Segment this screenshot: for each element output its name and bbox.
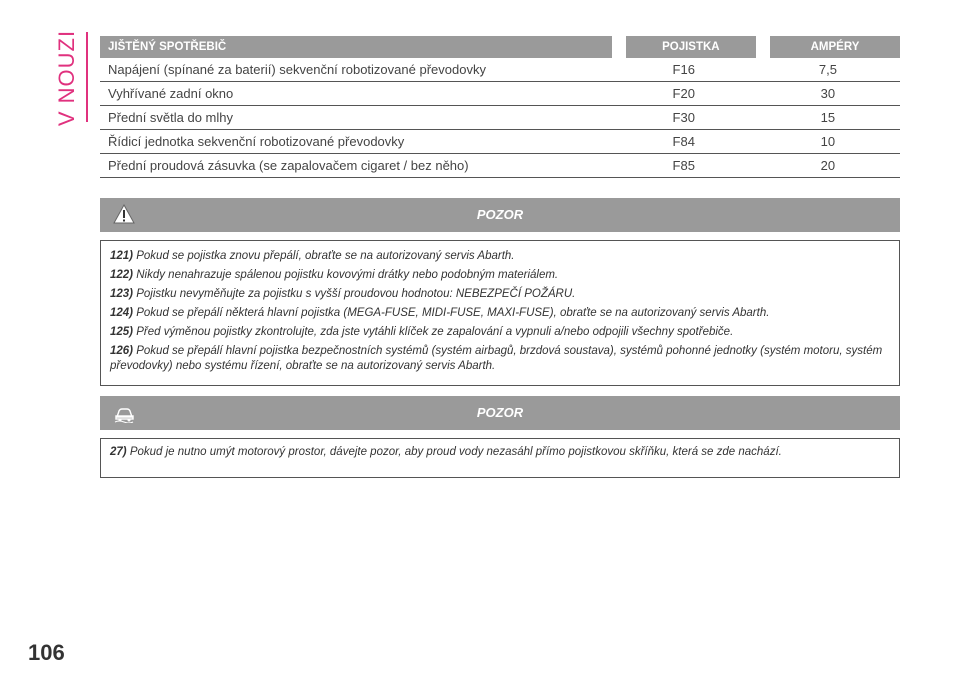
warning-item xyxy=(110,268,890,283)
header-gap xyxy=(612,36,626,58)
cell-fuse: F84 xyxy=(612,130,756,154)
warning-item-number: 125) xyxy=(110,326,134,338)
table-row xyxy=(100,154,900,178)
header-gap xyxy=(756,36,770,58)
warning-item xyxy=(110,249,890,264)
page-number: 106 xyxy=(28,640,65,665)
table-row xyxy=(100,58,900,82)
table-header-row xyxy=(100,36,900,58)
cell-amps: 10 xyxy=(756,130,900,154)
cell-amps: 30 xyxy=(756,82,900,106)
cell-item: Přední proudová zásuvka (se zapalovačem cigaret / bez něho) xyxy=(100,154,612,178)
warning-item xyxy=(110,344,890,374)
cell-fuse: F85 xyxy=(612,154,756,178)
warning-title: POZOR xyxy=(476,405,524,420)
fuse-table xyxy=(100,36,900,178)
table-row xyxy=(100,130,900,154)
cell-item: Vyhřívané zadní okno xyxy=(100,82,612,106)
header-fuse: POJISTKA xyxy=(626,36,756,58)
side-title-text: V NOUZI xyxy=(54,29,79,127)
warning-item-number: 121) xyxy=(110,250,134,262)
warning-header-1 xyxy=(100,198,900,232)
table-row xyxy=(100,106,900,130)
warning-box-1 xyxy=(100,240,900,386)
cell-fuse: F30 xyxy=(612,106,756,130)
warning-item xyxy=(110,306,890,321)
cell-item: Řídicí jednotka sekvenční robotizované převodovky xyxy=(100,130,612,154)
warning-item-text: Nikdy nenahrazuje spálenou pojistku kovovými drátky nebo podobným materiálem. xyxy=(136,269,559,281)
warning-item xyxy=(110,325,890,340)
warning-header-2 xyxy=(100,396,900,430)
cell-amps: 20 xyxy=(756,154,900,178)
warning-item-number: 122) xyxy=(110,269,134,281)
warning-title: POZOR xyxy=(476,207,524,222)
cell-fuse: F20 xyxy=(612,82,756,106)
warning-item-number: 27) xyxy=(110,446,127,458)
warning-item-number: 123) xyxy=(110,288,134,300)
table-row xyxy=(100,82,900,106)
warning-item-text: Pokud se pojistka znovu přepálí, obraťte se na autorizovaný servis Abarth. xyxy=(136,250,515,262)
warning-box-2 xyxy=(100,438,900,478)
cell-item: Napájení (spínané za baterií) sekvenční robotizované převodovky xyxy=(100,58,612,82)
side-divider xyxy=(86,32,88,122)
header-item: JIŠTĚNÝ SPOTŘEBIČ xyxy=(100,36,612,58)
cell-fuse: F16 xyxy=(612,58,756,82)
warning-item-number: 126) xyxy=(110,345,134,357)
cell-amps: 7,5 xyxy=(756,58,900,82)
warning-item-text: Pokud se přepálí některá hlavní pojistka (MEGA-FUSE, MIDI-FUSE, MAXI-FUSE), obraťte se na autorizovaný servis Abarth. xyxy=(136,307,770,319)
header-amps: AMPÉRY xyxy=(770,36,900,58)
warning-item-text: Před výměnou pojistky zkontrolujte, zda jste vytáhli klíček ze zapalování a vypnuli a/nebo odpojili všechny spotřebiče. xyxy=(136,326,734,338)
warning-item xyxy=(110,287,890,302)
cell-item: Přední světla do mlhy xyxy=(100,106,612,130)
cell-amps: 15 xyxy=(756,106,900,130)
section-side-title xyxy=(52,29,82,127)
warning-item-text: Pokud je nutno umýt motorový prostor, dávejte pozor, aby proud vody nezasáhl přímo pojistkovou skříňku, která se zde nachází. xyxy=(129,446,782,458)
warning-item-text: Pokud se přepálí hlavní pojistka bezpečnostních systémů (systém airbagů, brzdová soustava), systémů pohonné jednotky (systém motoru, systém převodovky) nebo systému řízení, obraťte se na autorizovaný servis Abarth. xyxy=(110,345,883,372)
warning-item-number: 124) xyxy=(110,307,134,319)
warning-item xyxy=(110,445,890,460)
warning-item-text: Pojistku nevyměňujte za pojistku s vyšší proudovou hodnotou: NEBEZPEČÍ POŽÁRU. xyxy=(136,288,576,300)
